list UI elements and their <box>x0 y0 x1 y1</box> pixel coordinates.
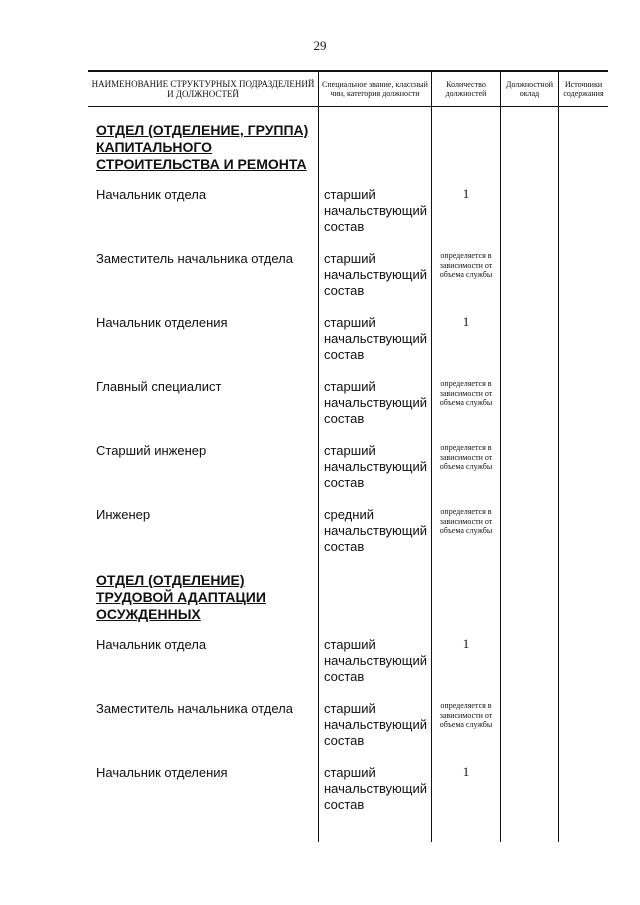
position-count: 1 <box>462 314 470 329</box>
page-number: 29 <box>313 38 327 53</box>
position-name: Начальник отдела <box>96 637 207 652</box>
staff-table <box>88 70 608 842</box>
position-name: Заместитель начальника отдела <box>96 701 293 716</box>
column-divider <box>500 70 501 842</box>
position-name: Начальник отделения <box>96 765 228 780</box>
header-count: Количество должностей <box>445 80 487 98</box>
position-name: Главный специалист <box>96 379 222 394</box>
position-rank: старший начальствующий состав <box>324 251 428 298</box>
section-title: ОТДЕЛ (ОТДЕЛЕНИЕ, ГРУППА) КАПИТАЛЬНОГО СТРОИТЕЛЬСТВА И РЕМОНТА <box>96 122 309 172</box>
position-count: 1 <box>462 186 470 201</box>
header-rank: Специальное звание, классный чин, категория должности <box>322 80 428 98</box>
position-rank: средний начальствующий состав <box>324 507 428 554</box>
position-count: определяется в зависимости от объема службы <box>439 507 493 535</box>
position-rank: старший начальствующий состав <box>324 701 428 748</box>
position-name: Инженер <box>96 507 151 522</box>
position-name: Заместитель начальника отдела <box>96 251 293 266</box>
position-count: определяется в зависимости от объема службы <box>439 701 493 729</box>
position-count: определяется в зависимости от объема службы <box>439 379 493 407</box>
position-count: 1 <box>462 636 470 651</box>
position-count: определяется в зависимости от объема службы <box>439 443 493 471</box>
position-rank: старший начальствующий состав <box>324 637 428 684</box>
header-name: НАИМЕНОВАНИЕ СТРУКТУРНЫХ ПОДРАЗДЕЛЕНИЙ И ДОЛЖНОСТЕЙ <box>91 79 315 99</box>
position-rank: старший начальствующий состав <box>324 379 428 426</box>
header-salary: Должностной оклад <box>506 80 553 98</box>
position-count: определяется в зависимости от объема службы <box>439 251 493 279</box>
position-count: 1 <box>462 764 470 779</box>
position-rank: старший начальствующий состав <box>324 187 428 234</box>
position-name: Старший инженер <box>96 443 207 458</box>
table-header-rule <box>88 106 608 107</box>
position-name: Начальник отделения <box>96 315 228 330</box>
position-rank: старший начальствующий состав <box>324 315 428 362</box>
column-divider <box>558 70 559 842</box>
position-name: Начальник отдела <box>96 187 207 202</box>
section-title: ОТДЕЛ (ОТДЕЛЕНИЕ) ТРУДОВОЙ АДАПТАЦИИ ОСУЖДЕННЫХ <box>96 572 266 622</box>
header-sources: Источники содержания <box>563 80 604 98</box>
position-rank: старший начальствующий состав <box>324 765 428 812</box>
column-divider <box>318 70 319 842</box>
position-rank: старший начальствующий состав <box>324 443 428 490</box>
